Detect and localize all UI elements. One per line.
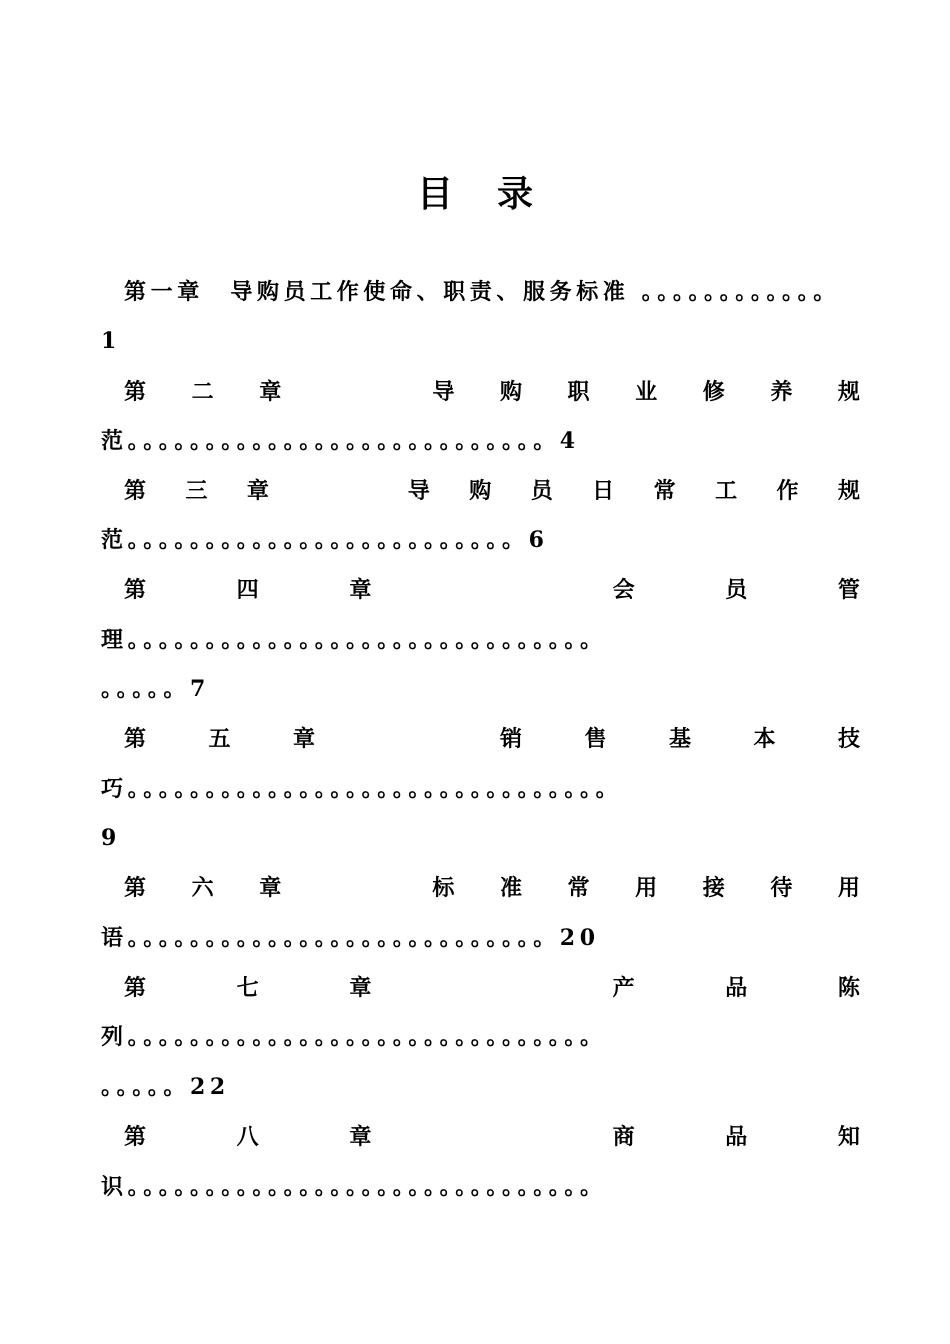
toc-heading-char: 导: [407, 478, 430, 504]
toc-heading-char: 第: [124, 577, 147, 603]
toc-chapter-heading: [124, 471, 860, 511]
toc-heading-char: [308, 471, 368, 511]
toc-heading-char: 修: [702, 379, 725, 405]
toc-heading-char: 章: [259, 379, 282, 405]
toc-heading-char: 养: [770, 379, 793, 405]
toc-heading-char: 商: [612, 1124, 635, 1150]
toc-line: 1: [101, 328, 117, 354]
toc-line: 巧。。。。。。。。。。。。。。。。。。。。。。。。。。。。。。。: [101, 776, 623, 802]
toc-heading-char: 导: [432, 379, 455, 405]
toc-chapter-heading: [124, 570, 860, 610]
toc-heading-char: 会: [612, 577, 635, 603]
toc-heading-char: 七: [236, 975, 259, 1001]
toc-heading-char: 规: [837, 478, 860, 504]
toc-line: 语。。。。。。。。。。。。。。。。。。。。。。。。。。。20: [101, 925, 600, 951]
page-title: [0, 166, 950, 217]
toc-heading-char: 陈: [837, 975, 860, 1001]
toc-heading-char: [462, 968, 522, 1008]
toc-heading-char: 品: [725, 1124, 748, 1150]
toc-heading-char: [462, 1117, 522, 1157]
title-char-2: 录: [497, 173, 534, 215]
toc-heading-char: 本: [753, 726, 776, 752]
toc-heading-char: 用: [635, 875, 658, 901]
toc-heading-char: 常: [567, 875, 590, 901]
toc-heading-char: 知: [837, 1124, 860, 1150]
toc-heading-char: 购: [499, 379, 522, 405]
toc-heading-char: 基: [668, 726, 691, 752]
toc-line: 列。。。。。。。。。。。。。。。。。。。。。。。。。。。。。。: [101, 1024, 607, 1050]
toc-chapter-heading: [124, 968, 860, 1008]
toc-chapter-heading: [124, 1117, 860, 1157]
toc-heading-char: 四: [236, 577, 259, 603]
toc-heading-char: 品: [725, 975, 748, 1001]
toc-chapter-heading: [124, 868, 860, 908]
toc-line: 范。。。。。。。。。。。。。。。。。。。。。。。。。。。4: [101, 428, 580, 454]
toc-heading-char: 第: [124, 975, 147, 1001]
toc-heading-char: 五: [208, 726, 231, 752]
toc-heading-char: 标: [432, 875, 455, 901]
toc-heading-char: 规: [837, 379, 860, 405]
toc-heading-char: [378, 719, 438, 759]
toc-heading-char: 第: [124, 875, 147, 901]
toc-heading-char: 销: [499, 726, 522, 752]
toc-line: 9: [101, 825, 117, 851]
toc-heading-char: 第: [124, 379, 147, 405]
toc-heading-char: 准: [499, 875, 522, 901]
toc-heading-char: 三: [185, 478, 208, 504]
toc-heading-char: 员: [530, 478, 553, 504]
toc-heading-char: [327, 372, 387, 412]
toc-heading-char: 第: [124, 1124, 147, 1150]
toc-line: 识。。。。。。。。。。。。。。。。。。。。。。。。。。。。。。: [101, 1174, 607, 1200]
toc-heading-char: 接: [702, 875, 725, 901]
toc-heading-char: 章: [293, 726, 316, 752]
toc-heading-char: [462, 570, 522, 610]
toc-heading-char: 产: [612, 975, 635, 1001]
toc-line: 理。。。。。。。。。。。。。。。。。。。。。。。。。。。。。。: [101, 627, 607, 653]
title-char-1: 目: [416, 173, 453, 215]
toc-heading-char: 章: [349, 577, 372, 603]
toc-heading-char: 工: [715, 478, 738, 504]
toc-line: 第一章 导购员工作使命、职责、服务标准 。。。。。。。。。。。。: [124, 279, 840, 305]
toc-heading-char: 日: [592, 478, 615, 504]
toc-heading-char: 业: [635, 379, 658, 405]
toc-heading-char: 员: [725, 577, 748, 603]
toc-heading-char: 章: [349, 975, 372, 1001]
toc-heading-char: 章: [246, 478, 269, 504]
toc-heading-char: 八: [236, 1124, 259, 1150]
toc-chapter-heading: [124, 719, 860, 759]
toc-heading-char: 常: [653, 478, 676, 504]
toc-heading-char: 管: [837, 577, 860, 603]
toc-heading-char: [327, 868, 387, 908]
toc-heading-char: 第: [124, 478, 147, 504]
toc-heading-char: 待: [770, 875, 793, 901]
toc-line: 。。。。。22: [101, 1074, 230, 1100]
toc-chapter-heading: [124, 372, 860, 412]
toc-heading-char: 技: [837, 726, 860, 752]
toc-heading-char: 六: [191, 875, 214, 901]
toc-heading-char: 章: [349, 1124, 372, 1150]
toc-heading-char: 二: [191, 379, 214, 405]
toc-heading-char: 章: [259, 875, 282, 901]
toc-heading-char: 购: [469, 478, 492, 504]
toc-heading-char: 用: [837, 875, 860, 901]
toc-line: 范。。。。。。。。。。。。。。。。。。。。。。。。。6: [101, 527, 549, 553]
toc-heading-char: 第: [124, 726, 147, 752]
toc-line: 。。。。。7: [101, 676, 210, 702]
toc-heading-char: 售: [584, 726, 607, 752]
toc-heading-char: 作: [776, 478, 799, 504]
toc-heading-char: 职: [567, 379, 590, 405]
